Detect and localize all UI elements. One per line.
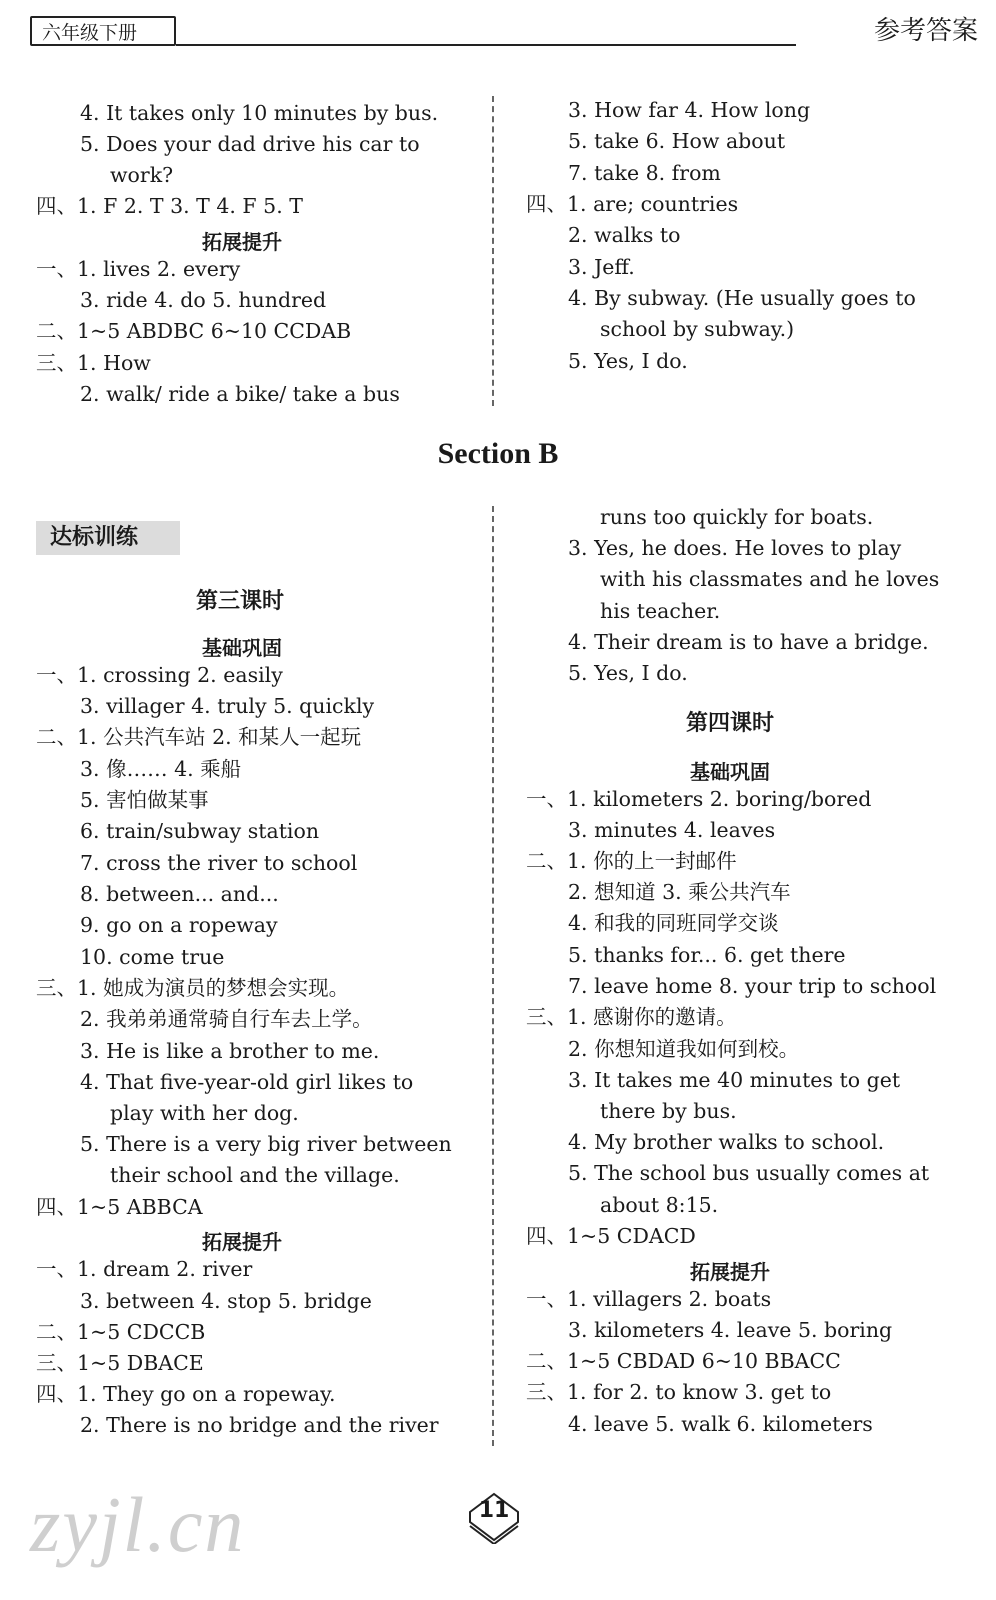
answer-line: work?: [110, 163, 174, 187]
band-title: 达标训练: [36, 521, 180, 555]
answer-line: 一、1. crossing 2. easily: [36, 663, 283, 687]
answer-line: 5. take 6. How about: [568, 129, 786, 153]
section-title: Section B: [437, 437, 559, 470]
answer-line: 四、1. are; countries: [526, 192, 739, 216]
answer-line: 7. take 8. from: [568, 161, 721, 185]
answer-line: with his classmates and he loves: [600, 567, 940, 591]
answer-line: 2. walk/ ride a bike/ take a bus: [80, 382, 400, 406]
answer-line: 8. between... and...: [80, 882, 279, 906]
answer-line: 5. thanks for... 6. get there: [568, 943, 846, 967]
answer-line: 5. The school bus usually comes at: [568, 1161, 930, 1185]
answer-line: 2. 我弟弟通常骑自行车去上学。: [80, 1007, 373, 1031]
answer-line: about 8:15.: [600, 1193, 719, 1217]
answer-line: 3. Jeff.: [568, 255, 635, 279]
subheading: 基础巩固: [202, 636, 282, 660]
subheading: 拓展提升: [202, 230, 282, 254]
answer-line: there by bus.: [600, 1099, 737, 1123]
answer-line: 一、1. lives 2. every: [36, 257, 241, 281]
answer-line: 二、1. 公共汽车站 2. 和某人一起玩: [36, 725, 362, 749]
answer-line: 7. leave home 8. your trip to school: [568, 974, 937, 998]
answer-line: 7. cross the river to school: [80, 851, 358, 875]
answer-line: their school and the village.: [110, 1163, 400, 1187]
answer-line: 三、1. How: [36, 351, 151, 375]
answer-line: 一、1. dream 2. river: [36, 1257, 253, 1281]
answer-line: 3. between 4. stop 5. bridge: [80, 1289, 372, 1313]
answer-line: 一、1. kilometers 2. boring/bored: [526, 787, 872, 811]
answer-line: 四、1. F 2. T 3. T 4. F 5. T: [36, 194, 303, 218]
lesson-heading: 第三课时: [196, 589, 285, 614]
subheading: 拓展提升: [690, 1260, 770, 1284]
answer-line: 二、1~5 CBDAD 6~10 BBACC: [526, 1349, 841, 1373]
answer-line: 4. 和我的同班同学交谈: [568, 911, 779, 935]
answer-line: 3. minutes 4. leaves: [568, 818, 776, 842]
answer-line: 5. Does your dad drive his car to: [80, 132, 420, 156]
answer-line: 4. leave 5. walk 6. kilometers: [568, 1412, 873, 1436]
page-number-badge: [466, 1488, 522, 1544]
answer-line: 二、1~5 ABDBC 6~10 CCDAB: [36, 319, 352, 343]
answer-line: 4. By subway. (He usually goes to: [568, 286, 916, 310]
answer-line: 3. How far 4. How long: [568, 98, 811, 122]
answer-line: 10. come true: [80, 945, 225, 969]
subheading: 拓展提升: [202, 1230, 282, 1254]
answer-line: 2. There is no bridge and the river: [80, 1413, 439, 1437]
answer-line: 3. It takes me 40 minutes to get: [568, 1068, 901, 1092]
answer-line: 2. 想知道 3. 乘公共汽车: [568, 880, 791, 904]
answer-line: school by subway.): [600, 317, 795, 341]
answer-line: 5. 害怕做某事: [80, 788, 209, 812]
answer-line: 四、1. They go on a ropeway.: [36, 1382, 336, 1406]
answer-line: 4. My brother walks to school.: [568, 1130, 885, 1154]
page-number: 11: [478, 1498, 510, 1523]
answer-line: 二、1~5 CDCCB: [36, 1320, 206, 1344]
answers-label: 参考答案: [873, 16, 978, 46]
lesson-heading: 第四课时: [686, 711, 775, 736]
answer-line: 3. ride 4. do 5. hundred: [80, 288, 327, 312]
subheading: 基础巩固: [690, 760, 770, 784]
answer-line: 5. There is a very big river between: [80, 1132, 452, 1156]
answer-line: 4. That five-year-old girl likes to: [80, 1070, 414, 1094]
answer-line: runs too quickly for boats.: [600, 505, 874, 529]
watermark: zyjl.cn: [30, 1481, 246, 1568]
answer-line: 三、1. for 2. to know 3. get to: [526, 1380, 832, 1404]
answer-line: 二、1. 你的上一封邮件: [526, 849, 737, 873]
answer-line: 4. Their dream is to have a bridge.: [568, 630, 929, 654]
answer-line: play with her dog.: [110, 1101, 299, 1125]
answer-line: 一、1. villagers 2. boats: [526, 1287, 772, 1311]
answer-line: 4. It takes only 10 minutes by bus.: [80, 101, 439, 125]
answer-line: 四、1~5 ABBCA: [36, 1195, 203, 1219]
answer-line: 三、1~5 DBACE: [36, 1351, 204, 1375]
answer-line: 2. walks to: [568, 223, 681, 247]
answer-line: 6. train/subway station: [80, 819, 320, 843]
header-rule: [176, 44, 796, 46]
answer-line: 3. villager 4. truly 5. quickly: [80, 694, 375, 718]
answer-line: 三、1. 她成为演员的梦想会实现。: [36, 976, 350, 1000]
answer-line: 3. 像…… 4. 乘船: [80, 757, 242, 781]
answer-line: 3. kilometers 4. leave 5. boring: [568, 1318, 893, 1342]
column-divider-bottom: [492, 506, 494, 1446]
answer-line: 9. go on a ropeway: [80, 913, 278, 937]
answer-line: 3. He is like a brother to me.: [80, 1039, 380, 1063]
answer-line: 3. Yes, he does. He loves to play: [568, 536, 902, 560]
answer-line: 5. Yes, I do.: [568, 661, 688, 685]
grade-label: 六年级下册: [30, 16, 176, 46]
column-divider-top: [492, 96, 494, 406]
answer-line: 2. 你想知道我如何到校。: [568, 1037, 800, 1061]
answer-line: 三、1. 感谢你的邀请。: [526, 1005, 737, 1029]
answer-line: 5. Yes, I do.: [568, 349, 688, 373]
answer-line: his teacher.: [600, 599, 721, 623]
answer-line: 四、1~5 CDACD: [526, 1224, 696, 1248]
